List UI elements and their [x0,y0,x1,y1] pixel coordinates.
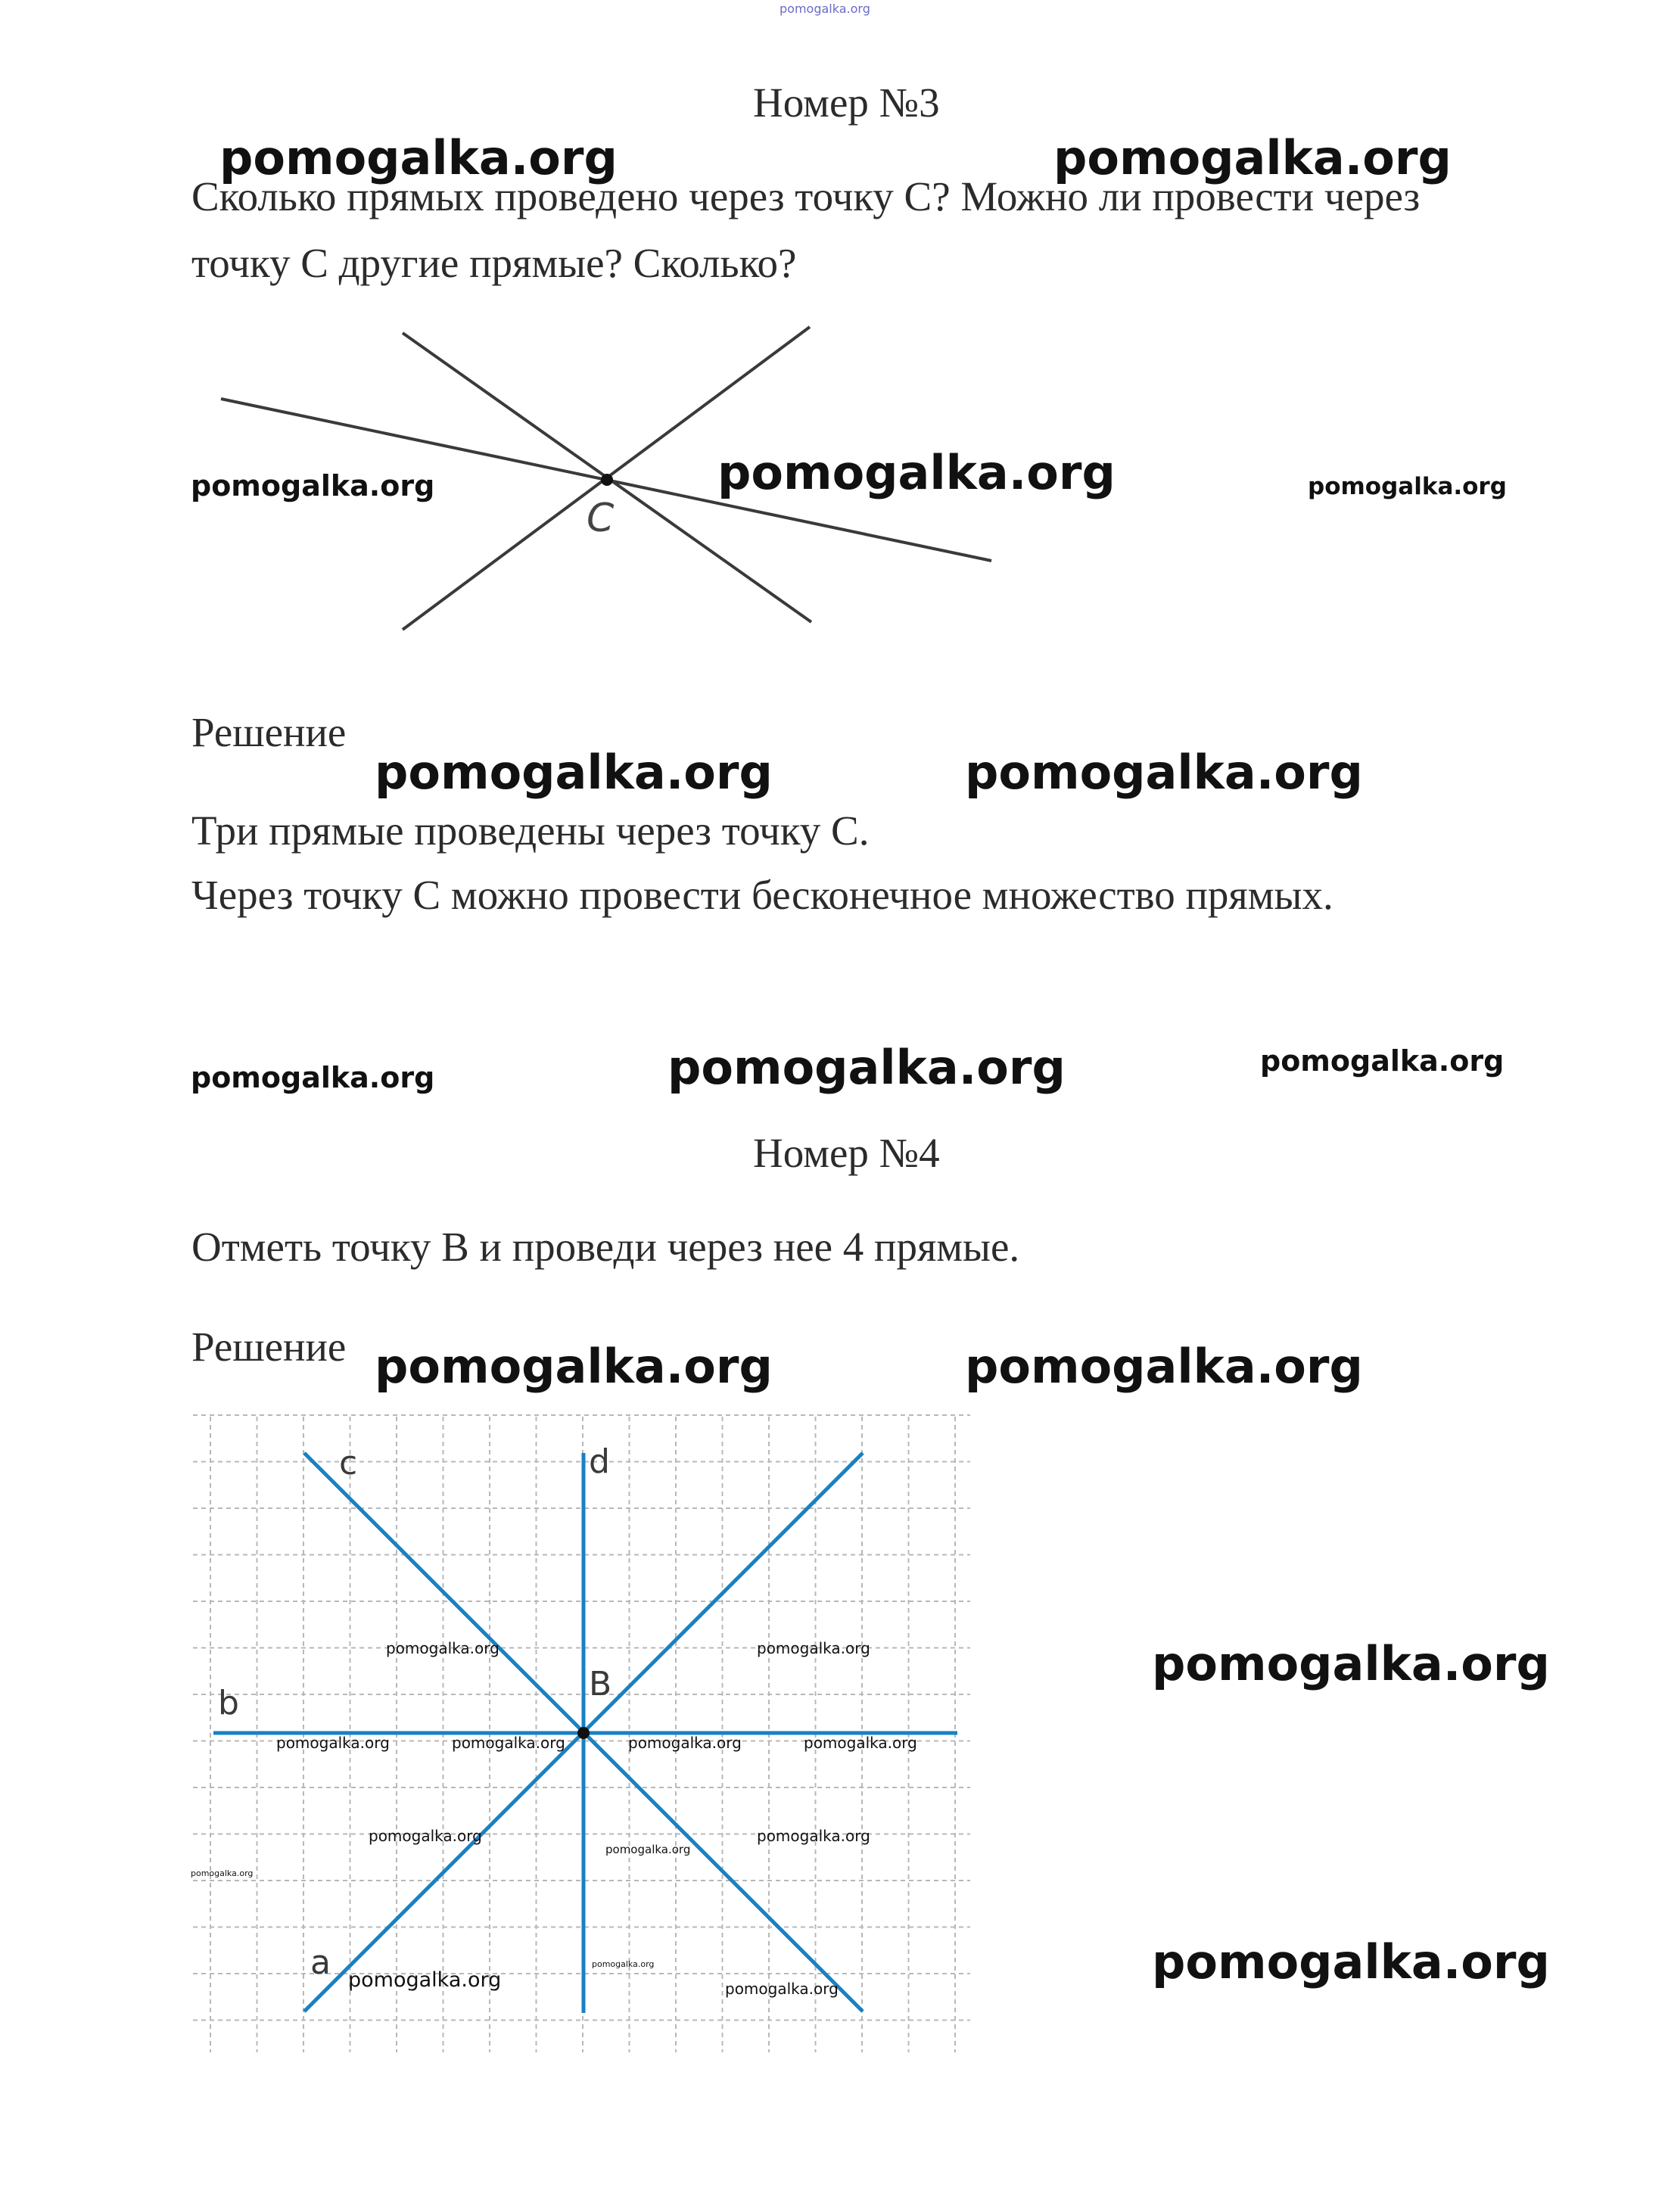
line-c-label: c [339,1444,358,1482]
task3-solution-label: Решение [191,709,347,755]
watermark: pomogalka.org [375,1339,773,1394]
watermark: pomogalka.org [452,1734,565,1752]
watermark: pomogalka.org [1053,130,1452,185]
point-b [577,1727,590,1739]
watermark: pomogalka.org [757,1639,870,1657]
watermark: pomogalka.org [804,1734,917,1752]
watermark: pomogalka.org [1260,1044,1505,1078]
watermark: pomogalka.org [605,1843,691,1856]
watermark: pomogalka.org [276,1734,390,1752]
task3-answer-line1: Три прямые проведены через точку С. [191,807,870,854]
task3-answer-line2: Через точку С можно провести бесконечное множество прямых. [191,872,1333,918]
watermark: pomogalka.org [668,1040,1066,1095]
watermark: pomogalka.org [369,1827,482,1845]
watermark: pomogalka.org [1152,1934,1550,1990]
watermark: pomogalka.org [1152,1636,1550,1691]
watermark: pomogalka.org [375,745,773,800]
task4-solution-label: Решение [191,1324,347,1370]
task4-title: Номер №4 [753,1130,940,1176]
point-c-label: C [587,496,615,541]
watermark: pomogalka.org [386,1639,499,1657]
watermark: pomogalka.org [965,1339,1363,1394]
watermark: pomogalka.org [757,1827,870,1845]
watermark: pomogalka.org [348,1968,502,1992]
task3-question-line1: Сколько прямых проведено через точку С? Можно ли провести через [191,173,1421,219]
task3-question-line2: точку С другие прямые? Сколько? [191,240,797,286]
watermark: pomogalka.org [965,745,1363,800]
header-watermark: pomogalka.org [780,2,870,16]
line-a-label: a [310,1943,331,1982]
watermark: pomogalka.org [592,1959,655,1969]
watermark: pomogalka.org [191,1868,254,1878]
task3-title: Номер №3 [753,79,940,126]
line-b-label: b [218,1684,239,1722]
watermark: pomogalka.org [1308,473,1507,500]
watermark: pomogalka.org [219,130,618,185]
watermark: pomogalka.org [191,469,435,502]
watermark: pomogalka.org [191,1061,435,1094]
point-b-label: B [589,1665,612,1703]
watermark: pomogalka.org [628,1734,742,1752]
task4-question: Отметь точку В и проведи через нее 4 прямые. [191,1224,1020,1270]
watermark: pomogalka.org [725,1980,839,1998]
watermark: pomogalka.org [717,445,1116,500]
line-d-label: d [589,1442,610,1481]
